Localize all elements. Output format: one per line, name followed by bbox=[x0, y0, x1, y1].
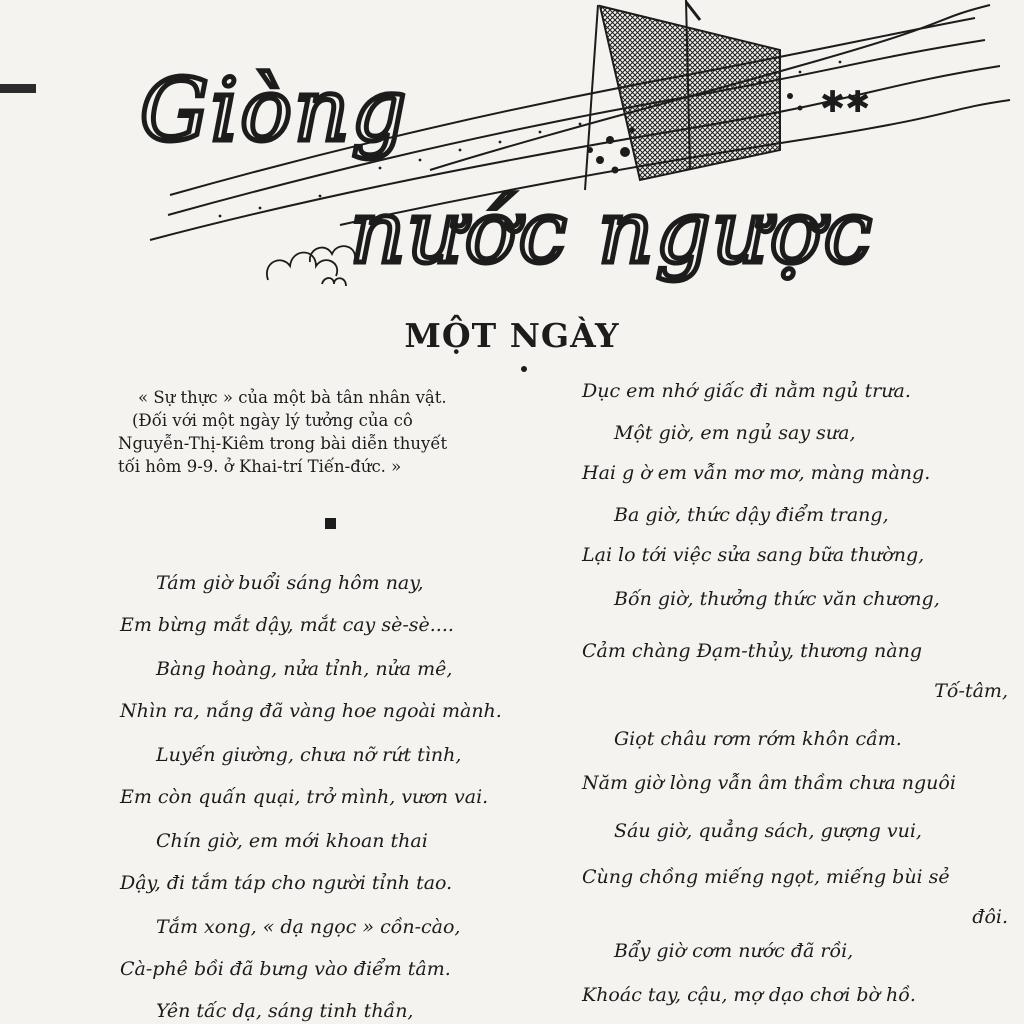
poem-line-right: Một giờ, em ngủ say sưa, bbox=[614, 422, 856, 444]
poem-line-right: Ba giờ, thức dậy điểm trang, bbox=[614, 504, 889, 526]
poem-line-left: Bàng hoàng, nửa tỉnh, nửa mê, bbox=[156, 658, 453, 680]
cloud-swirls bbox=[267, 246, 355, 286]
note-line: Nguyễn-Thị-Kiêm trong bài diễn thuyết bbox=[118, 434, 448, 453]
epigraph-note bbox=[118, 386, 558, 478]
star-ornament: ✱✱ bbox=[820, 85, 871, 120]
poem-line-right: Dục em nhớ giấc đi nằm ngủ trưa. bbox=[582, 380, 911, 402]
note-line: tối hôm 9-9. ở Khai-trí Tiến-đức. » bbox=[118, 457, 402, 476]
poem-line-right: Hai g ờ em vẫn mơ mơ, màng màng. bbox=[582, 462, 931, 484]
poem-line-right: Bẩy giờ cơm nước đã rồi, bbox=[614, 940, 854, 962]
poem-line-right: Bốn giờ, thưởng thức văn chương, bbox=[614, 588, 940, 610]
poem-line-right: Cảm chàng Đạm-thủy, thương nàng bbox=[582, 640, 923, 662]
poem-line-right: Lại lo tới việc sửa sang bữa thường, bbox=[582, 544, 925, 566]
title-dot bbox=[521, 366, 527, 372]
poem-line-left: Yên tấc dạ, sáng tinh thần, bbox=[156, 1000, 414, 1022]
poem-line-right: Cùng chồng miếng ngọt, miếng bùi sẻ bbox=[582, 866, 950, 888]
poem-line-left: Em bừng mắt dậy, mắt cay sè-sè.... bbox=[120, 614, 454, 636]
poem-line-left: Tắm xong, « dạ ngọc » cồn-cào, bbox=[156, 916, 461, 938]
header-illustration bbox=[0, 0, 1024, 310]
poem-line-left: Cà-phê bồi đã bưng vào điểm tâm. bbox=[120, 958, 451, 980]
poem-line-right: Tố-tâm, bbox=[934, 680, 1008, 702]
sailboat-icon bbox=[585, 0, 780, 190]
poem-line-left: Chín giờ, em mới khoan thai bbox=[156, 830, 428, 852]
poem-line-right: Giọt châu rơm rớm khôn cầm. bbox=[614, 728, 902, 750]
poem-line-left: Nhìn ra, nắng đã vàng hoe ngoài mành. bbox=[120, 700, 502, 722]
section-square-mark bbox=[325, 518, 336, 529]
poem-line-right: Khoác tay, cậu, mợ dạo chơi bờ hồ. bbox=[582, 984, 916, 1006]
poem-line-left: Em còn quấn quại, trở mình, vươn vai. bbox=[120, 786, 489, 808]
poem-line-left: Dậy, đi tắm táp cho người tỉnh tao. bbox=[120, 872, 453, 894]
note-line: « Sự thực » của một bà tân nhân vật. bbox=[138, 388, 447, 407]
poem-line-right: Sáu giờ, quẳng sách, gượng vui, bbox=[614, 820, 922, 842]
poem-line-left: Luyến giường, chưa nỡ rứt tình, bbox=[156, 744, 462, 766]
poem-line-left: Tám giờ buổi sáng hôm nay, bbox=[156, 572, 424, 594]
poem-line-right: đôi. bbox=[972, 906, 1008, 928]
poem-line-right: Năm giờ lòng vẫn âm thầm chưa nguôi bbox=[582, 772, 956, 794]
header-title-giong: Giòng bbox=[140, 61, 409, 161]
header-title-nuoc-nguoc: nước ngược bbox=[350, 183, 874, 283]
note-line: (Đối với một ngày lý tưởng của cô bbox=[132, 411, 413, 430]
poem-title: MỘT NGÀY bbox=[404, 316, 620, 355]
